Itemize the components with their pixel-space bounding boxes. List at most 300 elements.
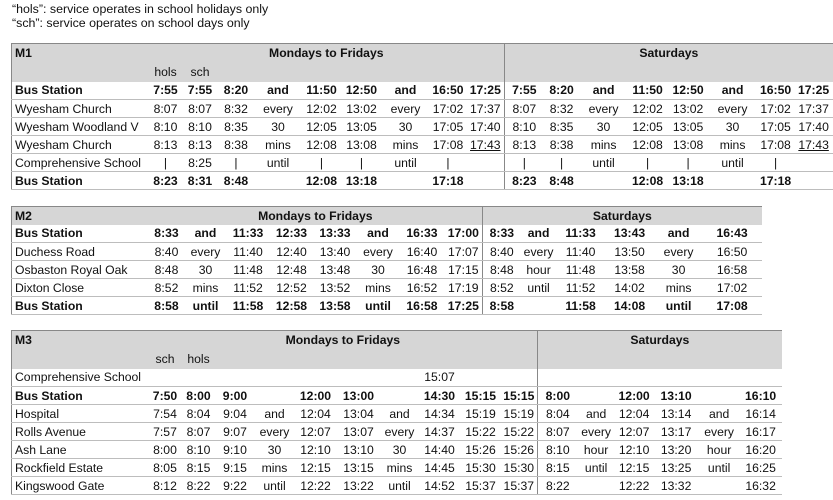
saturday-time-cell: 12:08 <box>628 172 668 190</box>
weekday-time-cell: 30 <box>185 261 227 279</box>
timetable-row <box>12 136 833 154</box>
timetable-row <box>12 459 782 477</box>
weekday-time-cell: 17:43 <box>467 136 505 154</box>
weekday-time-cell: | <box>302 154 342 172</box>
saturday-time-cell: hour <box>578 441 615 459</box>
saturday-time-cell: 12:00 <box>615 387 654 405</box>
timetable-row <box>12 297 762 315</box>
weekday-time-cell: 16:52 <box>400 279 445 297</box>
saturday-time-cell: 16:58 <box>703 261 762 279</box>
timetable-row <box>12 243 762 261</box>
saturday-time-cell: hour <box>699 441 740 459</box>
weekday-time-cell: 30 <box>382 118 430 136</box>
saturday-time-cell: 8:04 <box>538 405 578 423</box>
saturday-time-cell: 11:40 <box>557 243 605 261</box>
weekday-time-cell: 15:37 <box>461 477 501 495</box>
weekday-time-cell: 9:10 <box>216 441 255 459</box>
weekday-time-cell: 12:40 <box>270 243 314 261</box>
saturday-time-cell: 11:33 <box>557 225 605 243</box>
weekday-time-cell: until <box>381 477 419 495</box>
saturday-time-cell: 13:18 <box>668 172 709 190</box>
m2-weekday-header: Mondays to Fridays <box>149 207 483 225</box>
saturday-time-cell: until <box>580 154 628 172</box>
saturday-time-cell: 13:50 <box>605 243 655 261</box>
weekday-time-cell: 17:18 <box>430 172 467 190</box>
saturday-time-cell: 17:08 <box>703 297 762 315</box>
saturday-time-cell: every <box>521 243 557 261</box>
stop-name: Dixton Close <box>12 279 149 297</box>
saturday-time-cell <box>709 172 757 190</box>
weekday-time-cell: 9:15 <box>216 459 255 477</box>
weekday-time-cell: 30 <box>381 441 419 459</box>
weekday-time-cell: 11:33 <box>227 225 270 243</box>
saturday-time-cell: 12:04 <box>615 405 654 423</box>
weekday-time-cell: 8:35 <box>218 118 255 136</box>
weekday-time-cell: 17:25 <box>467 82 505 100</box>
weekday-time-cell <box>381 387 419 405</box>
saturday-time-cell: mins <box>709 136 757 154</box>
stop-name: Osbaston Royal Oak <box>12 261 149 279</box>
weekday-time-cell: 15:22 <box>461 423 501 441</box>
weekday-time-cell: every <box>185 243 227 261</box>
saturday-time-cell: 30 <box>655 261 703 279</box>
weekday-time-cell <box>255 369 295 387</box>
stop-name: Duchess Road <box>12 243 149 261</box>
stop-name: Bus Station <box>12 387 149 405</box>
weekday-time-cell: until <box>382 154 430 172</box>
stop-name: Hospital <box>12 405 149 423</box>
weekday-time-cell: 17:00 <box>445 225 483 243</box>
weekday-time-cell: 13:48 <box>314 261 357 279</box>
saturday-time-cell <box>578 477 615 495</box>
weekday-time-cell: mins <box>357 279 400 297</box>
saturday-time-cell: mins <box>580 136 628 154</box>
weekday-time-cell: 8:15 <box>182 459 216 477</box>
weekday-time-cell: 8:40 <box>149 243 185 261</box>
saturday-time-cell: 16:50 <box>757 82 795 100</box>
saturday-time-cell: 8:40 <box>483 243 521 261</box>
saturday-time-cell: until <box>578 459 615 477</box>
weekday-time-cell: 15:19 <box>461 405 501 423</box>
saturday-time-cell: | <box>628 154 668 172</box>
weekday-time-cell: and <box>357 225 400 243</box>
saturday-time-cell: 13:02 <box>668 100 709 118</box>
saturday-time-cell <box>578 387 615 405</box>
weekday-time-cell: until <box>255 154 302 172</box>
weekday-time-cell: 12:10 <box>295 441 337 459</box>
weekday-time-cell: 11:40 <box>227 243 270 261</box>
weekday-time-cell: 16:48 <box>400 261 445 279</box>
saturday-time-cell <box>538 369 578 387</box>
weekday-time-cell: mins <box>382 136 430 154</box>
saturday-time-cell: and <box>580 82 628 100</box>
stop-name: Comprehensive School <box>12 369 149 387</box>
weekday-time-cell: 9:07 <box>216 423 255 441</box>
weekday-time-cell: 13:15 <box>337 459 381 477</box>
weekday-time-cell: 12:15 <box>295 459 337 477</box>
saturday-time-cell <box>795 154 833 172</box>
saturday-time-cell: and <box>655 225 703 243</box>
weekday-time-cell: 11:52 <box>227 279 270 297</box>
saturday-time-cell: 13:32 <box>654 477 699 495</box>
weekday-time-cell: 13:08 <box>342 136 382 154</box>
saturday-time-cell: 16:17 <box>740 423 782 441</box>
weekday-time-cell: 7:55 <box>149 82 183 100</box>
saturday-time-cell <box>740 369 782 387</box>
saturday-time-cell: 8:13 <box>505 136 544 154</box>
weekday-time-cell <box>461 369 501 387</box>
saturday-time-cell: 8:07 <box>538 423 578 441</box>
saturday-time-cell: 30 <box>709 118 757 136</box>
stop-name: Bus Station <box>12 172 149 190</box>
saturday-time-cell: 7:55 <box>505 82 544 100</box>
m1-weekday-header: Mondays to Fridays <box>149 44 505 62</box>
weekday-time-cell: 8:10 <box>182 441 216 459</box>
timetable-row <box>12 225 762 243</box>
stop-name: Bus Station <box>12 225 149 243</box>
saturday-time-cell: until <box>521 279 557 297</box>
stop-name: Comprehensive School <box>12 154 149 172</box>
weekday-time-cell: 8:07 <box>183 100 218 118</box>
saturday-time-cell: until <box>709 154 757 172</box>
timetable-row <box>12 118 833 136</box>
timetable-row <box>12 387 782 405</box>
weekday-time-cell: 8:58 <box>149 297 185 315</box>
weekday-time-cell: 8:00 <box>149 441 182 459</box>
weekday-time-cell: and <box>255 405 295 423</box>
weekday-time-cell: 12:58 <box>270 297 314 315</box>
legend-notes <box>12 2 268 30</box>
weekday-time-cell: 14:52 <box>419 477 461 495</box>
timetable-row <box>12 477 782 495</box>
saturday-time-cell: 8:15 <box>538 459 578 477</box>
saturday-time-cell: 17:37 <box>795 100 833 118</box>
saturday-time-cell: and <box>699 405 740 423</box>
weekday-time-cell: 8:13 <box>149 136 183 154</box>
weekday-time-cell: 13:18 <box>342 172 382 190</box>
saturday-time-cell <box>699 387 740 405</box>
stop-name: Rockfield Estate <box>12 459 149 477</box>
stop-name: Kingswood Gate <box>12 477 149 495</box>
saturday-time-cell <box>699 477 740 495</box>
weekday-time-cell: mins <box>255 136 302 154</box>
saturday-time-cell: and <box>521 225 557 243</box>
weekday-time-cell: 13:33 <box>314 225 357 243</box>
weekday-time-cell: 13:04 <box>337 405 381 423</box>
saturday-time-cell: 11:48 <box>557 261 605 279</box>
weekday-time-cell <box>295 369 337 387</box>
m3-saturday-header: Saturdays <box>538 331 782 349</box>
m1-saturday-header: Saturdays <box>505 44 833 62</box>
weekday-time-cell: 15:15 <box>461 387 501 405</box>
m3-sub-sch: sch <box>149 349 182 369</box>
weekday-time-cell: 8:52 <box>149 279 185 297</box>
weekday-time-cell: 15:37 <box>501 477 538 495</box>
weekday-time-cell: 8:10 <box>183 118 218 136</box>
weekday-time-cell: 16:58 <box>400 297 445 315</box>
saturday-time-cell: 13:43 <box>605 225 655 243</box>
weekday-time-cell: 8:07 <box>149 100 183 118</box>
m1-sub-sch: sch <box>183 62 218 82</box>
saturday-time-cell: every <box>655 243 703 261</box>
saturday-time-cell: 13:05 <box>668 118 709 136</box>
weekday-time-cell: until <box>185 297 227 315</box>
weekday-time-cell: 15:30 <box>501 459 538 477</box>
saturday-time-cell: 8:07 <box>505 100 544 118</box>
m2-route-label: M2 <box>12 207 149 225</box>
saturday-time-cell: 12:05 <box>628 118 668 136</box>
saturday-time-cell: 12:02 <box>628 100 668 118</box>
note-hols: “hols”: service operates in school holidays only <box>12 2 269 16</box>
saturday-time-cell: 13:58 <box>605 261 655 279</box>
saturday-time-cell: 17:40 <box>795 118 833 136</box>
weekday-time-cell: 17:07 <box>445 243 483 261</box>
timetable-row <box>12 261 762 279</box>
weekday-time-cell: 8:22 <box>182 477 216 495</box>
saturday-time-cell: 8:52 <box>483 279 521 297</box>
weekday-time-cell: 14:45 <box>419 459 461 477</box>
weekday-time-cell: 12:08 <box>302 136 342 154</box>
weekday-time-cell: 14:30 <box>419 387 461 405</box>
weekday-time-cell: and <box>185 225 227 243</box>
m3-sub-hols: hols <box>182 349 216 369</box>
saturday-time-cell: every <box>699 423 740 441</box>
weekday-time-cell: 13:07 <box>337 423 381 441</box>
stop-name: Wyesham Church <box>12 100 149 118</box>
weekday-time-cell: 17:05 <box>430 118 467 136</box>
saturday-time-cell: 16:50 <box>703 243 762 261</box>
saturday-time-cell: 11:50 <box>628 82 668 100</box>
weekday-time-cell: 13:52 <box>314 279 357 297</box>
weekday-time-cell: 8:10 <box>149 118 183 136</box>
weekday-time-cell: 12:22 <box>295 477 337 495</box>
weekday-time-cell: 15:15 <box>501 387 538 405</box>
weekday-time-cell: 8:13 <box>183 136 218 154</box>
weekday-time-cell: mins <box>381 459 419 477</box>
weekday-time-cell: 12:04 <box>295 405 337 423</box>
saturday-time-cell: 13:10 <box>654 387 699 405</box>
saturday-time-cell: every <box>580 100 628 118</box>
saturday-time-cell: 17:43 <box>795 136 833 154</box>
weekday-time-cell: 8:48 <box>149 261 185 279</box>
saturday-time-cell: 8:33 <box>483 225 521 243</box>
weekday-time-cell: until <box>255 477 295 495</box>
weekday-time-cell: 14:37 <box>419 423 461 441</box>
saturday-time-cell <box>795 172 833 190</box>
stop-name: Wyesham Woodland V <box>12 118 149 136</box>
m1-timetable <box>11 43 833 190</box>
saturday-time-cell: 17:25 <box>795 82 833 100</box>
weekday-time-cell: 12:50 <box>342 82 382 100</box>
weekday-time-cell: 8:12 <box>149 477 182 495</box>
weekday-time-cell <box>467 172 505 190</box>
timetable-row <box>12 100 833 118</box>
saturday-time-cell: 12:15 <box>615 459 654 477</box>
weekday-time-cell <box>501 369 538 387</box>
saturday-time-cell: 12:08 <box>628 136 668 154</box>
saturday-time-cell: 12:22 <box>615 477 654 495</box>
saturday-time-cell: every <box>578 423 615 441</box>
saturday-time-cell: 8:22 <box>538 477 578 495</box>
weekday-time-cell: 17:02 <box>430 100 467 118</box>
stop-name: Bus Station <box>12 82 149 100</box>
saturday-time-cell: 8:10 <box>538 441 578 459</box>
stop-name: Rolls Avenue <box>12 423 149 441</box>
weekday-time-cell: 13:58 <box>314 297 357 315</box>
weekday-time-cell: 12:07 <box>295 423 337 441</box>
saturday-time-cell: 8:38 <box>544 136 580 154</box>
weekday-time-cell: 9:00 <box>216 387 255 405</box>
weekday-time-cell: every <box>255 100 302 118</box>
weekday-time-cell: 8:25 <box>183 154 218 172</box>
m3-route-label: M3 <box>12 331 149 349</box>
weekday-time-cell: 13:00 <box>337 387 381 405</box>
weekday-time-cell: 14:40 <box>419 441 461 459</box>
saturday-time-cell: | <box>668 154 709 172</box>
saturday-time-cell: 16:14 <box>740 405 782 423</box>
weekday-time-cell: every <box>381 423 419 441</box>
saturday-time-cell <box>699 369 740 387</box>
weekday-time-cell: 8:33 <box>149 225 185 243</box>
weekday-time-cell: 11:50 <box>302 82 342 100</box>
weekday-time-cell: 15:26 <box>461 441 501 459</box>
weekday-time-cell: 14:34 <box>419 405 461 423</box>
weekday-time-cell: | <box>430 154 467 172</box>
saturday-time-cell: until <box>655 297 703 315</box>
saturday-time-cell: 8:23 <box>505 172 544 190</box>
weekday-time-cell <box>467 154 505 172</box>
weekday-time-cell: 15:30 <box>461 459 501 477</box>
weekday-time-cell <box>149 369 182 387</box>
weekday-time-cell: | <box>218 154 255 172</box>
weekday-time-cell <box>255 387 295 405</box>
weekday-time-cell: 9:04 <box>216 405 255 423</box>
saturday-time-cell: mins <box>655 279 703 297</box>
weekday-time-cell: mins <box>255 459 295 477</box>
weekday-time-cell: 7:54 <box>149 405 182 423</box>
saturday-time-cell: 13:17 <box>654 423 699 441</box>
saturday-time-cell: 17:08 <box>757 136 795 154</box>
weekday-time-cell: 15:19 <box>501 405 538 423</box>
weekday-time-cell: 15:26 <box>501 441 538 459</box>
timetable-row <box>12 172 833 190</box>
saturday-time-cell: 16:25 <box>740 459 782 477</box>
weekday-time-cell: 7:55 <box>183 82 218 100</box>
saturday-time-cell: 13:14 <box>654 405 699 423</box>
saturday-time-cell: 16:10 <box>740 387 782 405</box>
timetable-row <box>12 154 833 172</box>
m2-saturday-header: Saturdays <box>483 207 762 225</box>
saturday-time-cell: 13:08 <box>668 136 709 154</box>
saturday-time-cell: and <box>709 82 757 100</box>
saturday-time-cell: and <box>578 405 615 423</box>
weekday-time-cell: 8:05 <box>149 459 182 477</box>
stop-name: Ash Lane <box>12 441 149 459</box>
weekday-time-cell: 8:20 <box>218 82 255 100</box>
m2-timetable <box>11 206 762 315</box>
weekday-time-cell <box>255 172 302 190</box>
saturday-time-cell: 14:08 <box>605 297 655 315</box>
weekday-time-cell: until <box>357 297 400 315</box>
m3-timetable <box>11 330 782 495</box>
saturday-time-cell: 8:00 <box>538 387 578 405</box>
weekday-time-cell: 17:40 <box>467 118 505 136</box>
weekday-time-cell <box>382 172 430 190</box>
weekday-time-cell: 8:00 <box>182 387 216 405</box>
weekday-time-cell: 17:37 <box>467 100 505 118</box>
saturday-time-cell <box>615 369 654 387</box>
weekday-time-cell: every <box>357 243 400 261</box>
saturday-time-cell: 8:32 <box>544 100 580 118</box>
weekday-time-cell <box>216 369 255 387</box>
saturday-time-cell: 12:50 <box>668 82 709 100</box>
weekday-time-cell: 30 <box>255 441 295 459</box>
saturday-time-cell <box>521 297 557 315</box>
weekday-time-cell: 30 <box>357 261 400 279</box>
weekday-time-cell: every <box>382 100 430 118</box>
saturday-time-cell: 17:02 <box>703 279 762 297</box>
weekday-time-cell: 12:02 <box>302 100 342 118</box>
weekday-time-cell: 13:10 <box>337 441 381 459</box>
saturday-time-cell: 17:02 <box>757 100 795 118</box>
weekday-time-cell: 8:04 <box>182 405 216 423</box>
weekday-time-cell: 8:31 <box>183 172 218 190</box>
saturday-time-cell: hour <box>521 261 557 279</box>
weekday-time-cell <box>381 369 419 387</box>
weekday-time-cell: 13:02 <box>342 100 382 118</box>
saturday-time-cell: 12:10 <box>615 441 654 459</box>
weekday-time-cell: 15:22 <box>501 423 538 441</box>
m3-weekday-header: Mondays to Fridays <box>149 331 538 349</box>
weekday-time-cell: 11:48 <box>227 261 270 279</box>
weekday-time-cell: and <box>255 82 302 100</box>
weekday-time-cell: 8:48 <box>218 172 255 190</box>
saturday-time-cell <box>654 369 699 387</box>
note-sch: “sch”: service operates on school days only <box>12 16 250 30</box>
saturday-time-cell: 13:25 <box>654 459 699 477</box>
timetable-row <box>12 405 782 423</box>
saturday-time-cell <box>580 172 628 190</box>
saturday-time-cell: 16:43 <box>703 225 762 243</box>
weekday-time-cell: 12:08 <box>302 172 342 190</box>
saturday-time-cell: 16:32 <box>740 477 782 495</box>
saturday-time-cell: | <box>544 154 580 172</box>
saturday-time-cell: 8:35 <box>544 118 580 136</box>
weekday-time-cell: 13:22 <box>337 477 381 495</box>
weekday-time-cell: 12:48 <box>270 261 314 279</box>
weekday-time-cell: | <box>149 154 183 172</box>
saturday-time-cell: 13:20 <box>654 441 699 459</box>
weekday-time-cell: 16:40 <box>400 243 445 261</box>
m1-route-label: M1 <box>12 44 149 62</box>
weekday-time-cell: 15:07 <box>419 369 461 387</box>
weekday-time-cell <box>337 369 381 387</box>
weekday-time-cell: 12:00 <box>295 387 337 405</box>
timetable-row <box>12 441 782 459</box>
saturday-time-cell: 8:20 <box>544 82 580 100</box>
weekday-time-cell: 16:33 <box>400 225 445 243</box>
weekday-time-cell: 11:58 <box>227 297 270 315</box>
saturday-time-cell: every <box>709 100 757 118</box>
saturday-time-cell: 17:18 <box>757 172 795 190</box>
saturday-time-cell: until <box>699 459 740 477</box>
timetable-row <box>12 423 782 441</box>
stop-name: Bus Station <box>12 297 149 315</box>
weekday-time-cell: 17:15 <box>445 261 483 279</box>
weekday-time-cell: 13:40 <box>314 243 357 261</box>
saturday-time-cell: 8:58 <box>483 297 521 315</box>
weekday-time-cell: 8:32 <box>218 100 255 118</box>
